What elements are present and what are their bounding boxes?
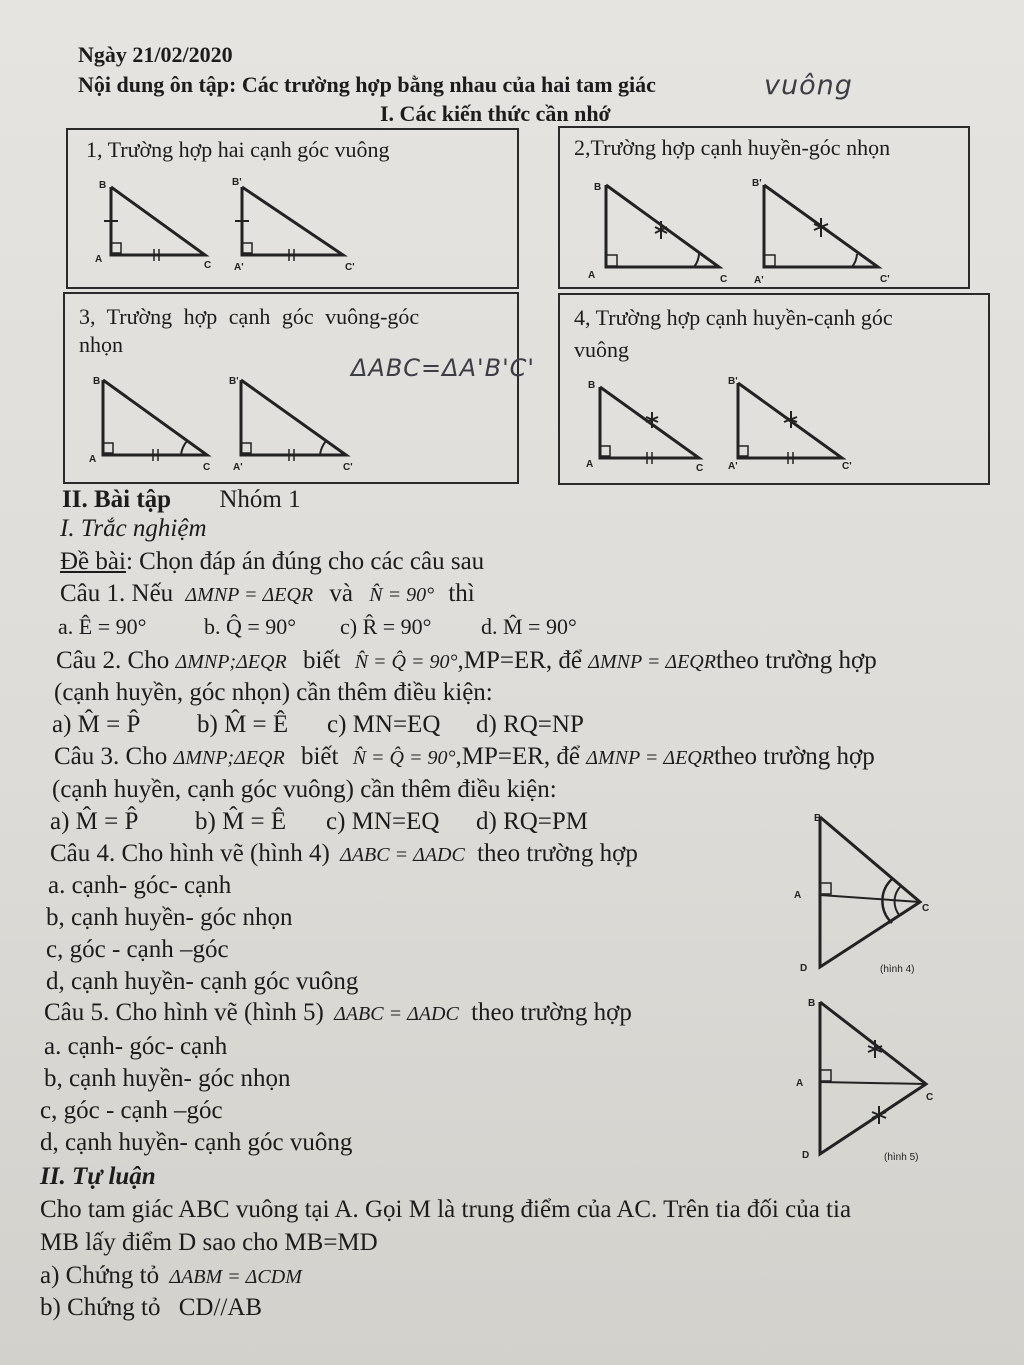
- svg-text:D: D: [802, 1150, 810, 1161]
- svg-text:B': B': [728, 376, 738, 387]
- q5-option-b: b, cạnh huyền- góc nhọn: [44, 1065, 291, 1092]
- svg-text:B: B: [99, 180, 107, 191]
- svg-text:B: B: [93, 376, 101, 387]
- svg-text:B': B': [229, 376, 239, 387]
- q4-option-b: b, cạnh huyền- góc nhọn: [46, 904, 293, 931]
- content-title: Nội dung ôn tập: Các trường hợp bằng nhau của hai tam giác: [78, 72, 656, 97]
- svg-text:B: B: [814, 813, 822, 824]
- question-5: Câu 5. Cho hình vẽ (hình 5) ΔABC = ΔADC theo trường hợp: [44, 999, 632, 1026]
- svg-text:C': C': [343, 462, 353, 473]
- q2-line2: (cạnh huyền, góc nhọn) cần thêm điều kiện:: [54, 679, 493, 706]
- svg-text:C: C: [922, 903, 930, 914]
- triangle-a2b2c2: [738, 383, 842, 464]
- q3-option-b: b) M̂ = Ê: [195, 808, 287, 835]
- q2-option-a: a) M̂ = P̂: [52, 711, 141, 738]
- case-title: 2,Trường hợp cạnh huyền-góc nhọn: [574, 135, 891, 160]
- essay-part-a: a) Chứng tỏ ΔABM = ΔCDM: [40, 1262, 302, 1289]
- case2-triangles: [560, 128, 972, 291]
- q1-option-b: b. Q̂ = 90°: [204, 614, 297, 639]
- triangle-abc: [104, 187, 205, 261]
- case4-triangles: [560, 295, 992, 487]
- q5-option-a: a. cạnh- góc- cạnh: [44, 1033, 228, 1060]
- q3-option-a: a) M̂ = P̂: [50, 808, 139, 835]
- q2-option-c: c) MN=EQ: [327, 711, 441, 738]
- prompt: [60, 548, 484, 576]
- prompt-text: : Chọn đáp án đúng cho các câu sau: [125, 548, 485, 575]
- handwritten-note: ΔABC=ΔA'B'C': [351, 354, 536, 382]
- q1-option-a: a. Ê = 90°: [58, 614, 147, 639]
- case-title-line2: nhọn: [79, 332, 123, 357]
- svg-text:C: C: [720, 274, 728, 285]
- svg-text:A: A: [796, 1078, 804, 1089]
- case-box-2: [558, 126, 970, 289]
- figure-5: [780, 990, 960, 1170]
- case-title-line2: vuông: [574, 337, 629, 362]
- q5-option-d: d, cạnh huyền- cạnh góc vuông: [40, 1129, 353, 1156]
- q3-option-d: d) RQ=PM: [476, 808, 589, 835]
- svg-text:A': A': [233, 462, 243, 473]
- svg-text:(hình 5): (hình 5): [884, 1152, 919, 1163]
- figure-4: [780, 805, 960, 980]
- q4-option-d: d, cạnh huyền- cạnh góc vuông: [46, 968, 359, 995]
- svg-text:B: B: [588, 380, 596, 391]
- svg-text:A: A: [588, 270, 596, 281]
- svg-text:A': A': [728, 461, 738, 472]
- svg-text:(hình 4): (hình 4): [880, 964, 915, 975]
- handwritten-word: vuông: [764, 70, 853, 101]
- svg-text:B: B: [808, 998, 816, 1009]
- svg-text:C: C: [696, 463, 704, 474]
- q4-option-a: a. cạnh- góc- cạnh: [48, 872, 232, 899]
- svg-text:C': C': [345, 262, 355, 273]
- svg-text:A: A: [89, 454, 97, 465]
- case1-triangles: [68, 130, 521, 291]
- svg-text:A: A: [586, 459, 594, 470]
- question-1: Câu 1. Nếu ΔMNP = ΔEQR và N̂ = 90° thì: [60, 580, 475, 607]
- section1-title: I. Các kiến thức cần nhớ: [380, 101, 611, 126]
- case-box-1: [66, 128, 519, 289]
- q4-option-c: c, góc - cạnh –góc: [46, 936, 229, 963]
- svg-text:C: C: [204, 260, 212, 271]
- svg-text:C': C': [842, 461, 852, 472]
- essay-part-b: b) Chứng tỏ CD//AB: [40, 1294, 263, 1321]
- triangle-abc: [606, 185, 719, 267]
- group-label: Nhóm 1: [219, 486, 301, 513]
- q5-option-c: c, góc - cạnh –góc: [40, 1097, 223, 1124]
- svg-text:D: D: [800, 963, 808, 974]
- q1-option-c: c) R̂ = 90°: [340, 614, 432, 639]
- svg-text:A: A: [95, 254, 103, 265]
- triangle-a2b2c2: [241, 380, 346, 461]
- question-2: Câu 2. Cho ΔMNP;ΔEQR biết N̂ = Q̂ = 90°,MP=ER, để ΔMNP = ΔEQRtheo trường hợp: [56, 647, 877, 674]
- svg-text:A': A': [234, 262, 244, 273]
- svg-text:B: B: [594, 182, 602, 193]
- exercise-heading: [62, 486, 301, 514]
- q1-option-d: d. M̂ = 90°: [481, 614, 577, 639]
- date: Ngày 21/02/2020: [78, 42, 233, 67]
- essay-heading: II. Tự luận: [40, 1163, 156, 1190]
- q2-option-d: d) RQ=NP: [476, 711, 584, 738]
- case-box-3: [63, 292, 536, 484]
- mcq-heading: I. Trắc nghiệm: [60, 515, 207, 542]
- triangle-abc: [600, 387, 699, 464]
- q3-line2: (cạnh huyền, cạnh góc vuông) cần thêm điều kiện:: [52, 776, 557, 803]
- triangle-a2b2c2: [764, 185, 878, 267]
- svg-text:A': A': [754, 275, 764, 286]
- svg-text:C: C: [203, 462, 211, 473]
- question-4: Câu 4. Cho hình vẽ (hình 4) ΔABC = ΔADC theo trường hợp: [50, 840, 638, 867]
- triangle-abc: [103, 380, 207, 461]
- case3-triangles: [65, 294, 521, 486]
- svg-text:B': B': [752, 178, 762, 189]
- case-title: 1, Trường hợp hai cạnh góc vuông: [86, 137, 390, 162]
- exercise-heading-text: II. Bài tập: [62, 486, 172, 513]
- prompt-label: Đề bài: [60, 548, 126, 575]
- triangle-a2b2c2: [235, 187, 343, 261]
- essay-line2: MB lấy điểm D sao cho MB=MD: [40, 1229, 378, 1256]
- q2-option-b: b) M̂ = Ê: [197, 711, 289, 738]
- svg-text:C': C': [880, 274, 890, 285]
- svg-text:B': B': [232, 177, 242, 188]
- svg-text:C: C: [926, 1092, 934, 1103]
- q3-option-c: c) MN=EQ: [326, 808, 440, 835]
- case-title-line1: 4, Trường hợp cạnh huyền-cạnh góc: [574, 305, 893, 330]
- case-title-line1: 3, Trường hợp cạnh góc vuông-góc: [79, 304, 420, 329]
- question-3: Câu 3. Cho ΔMNP;ΔEQR biết N̂ = Q̂ = 90°,MP=ER, để ΔMNP = ΔEQRtheo trường hợp: [54, 743, 875, 770]
- case-box-4: [558, 293, 990, 485]
- svg-text:A: A: [794, 890, 802, 901]
- essay-line1: Cho tam giác ABC vuông tại A. Gọi M là trung điểm của AC. Trên tia đối của tia: [40, 1196, 852, 1223]
